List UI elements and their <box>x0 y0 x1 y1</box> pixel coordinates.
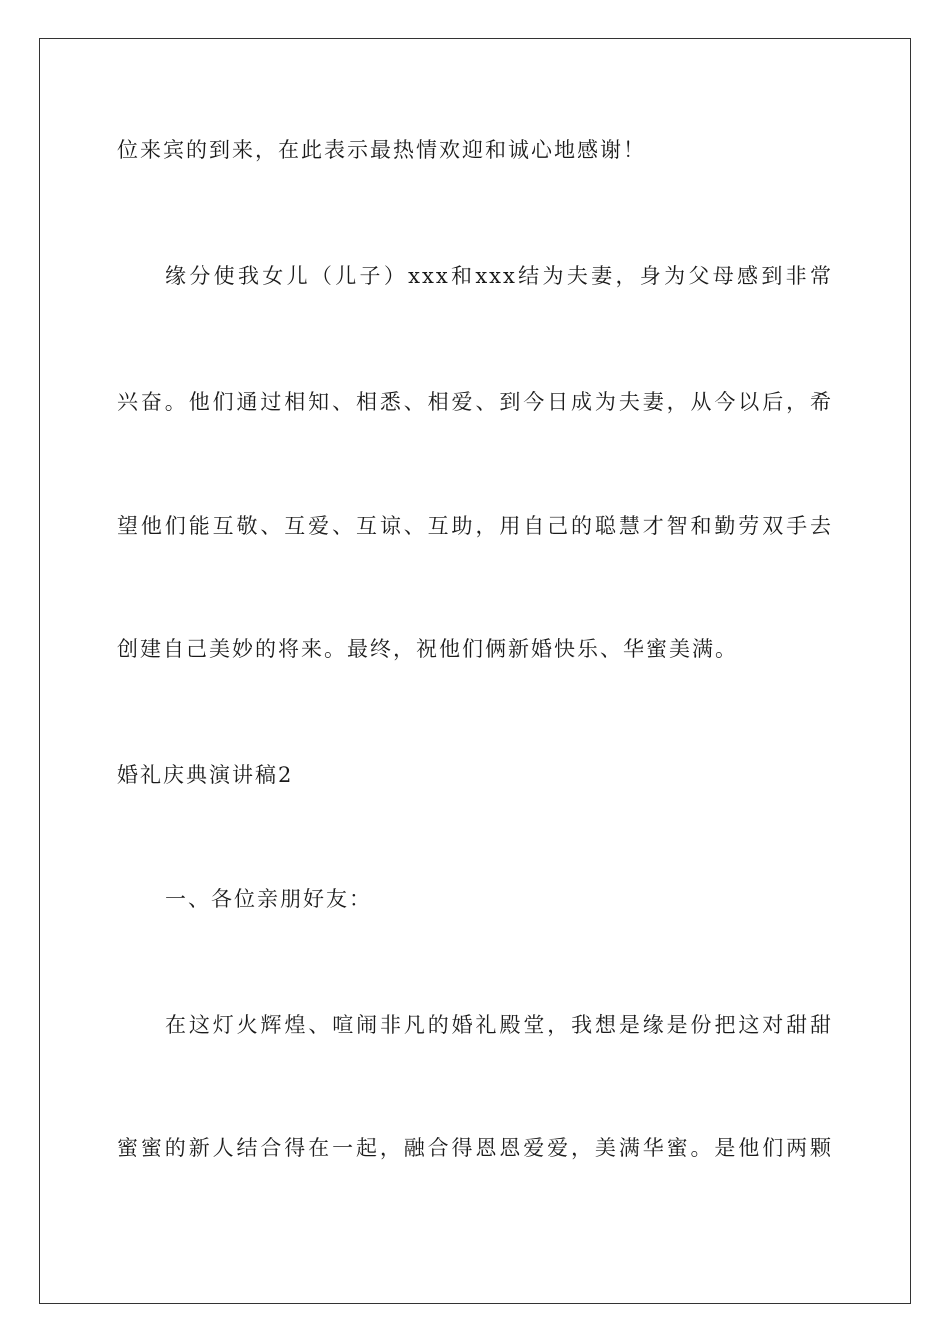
paragraph-line-1: 位来宾的到来，在此表示最热情欢迎和诚心地感谢！ <box>117 138 646 162</box>
paragraph-line-6: 在这灯火辉煌、喧闹非凡的婚礼殿堂，我想是缘是份把这对甜甜 <box>165 1013 833 1037</box>
page-border <box>39 38 911 1304</box>
paragraph-line-5: 创建自己美妙的将来。最终，祝他们俩新婚快乐、华蜜美满。 <box>117 637 738 661</box>
paragraph-line-7: 蜜蜜的新人结合得在一起，融合得恩恩爱爱，美满华蜜。是他们两颗 <box>117 1136 833 1160</box>
paragraph-line-2: 缘分使我女儿（儿子）xxx和xxx结为夫妻，身为父母感到非常 <box>165 264 833 288</box>
section-heading: 婚礼庆典演讲稿2 <box>117 763 294 787</box>
paragraph-line-4: 望他们能互敬、互爱、互谅、互助，用自己的聪慧才智和勤劳双手去 <box>117 514 833 538</box>
paragraph-line-3: 兴奋。他们通过相知、相悉、相爱、到今日成为夫妻，从今以后，希 <box>117 390 833 414</box>
salutation-line: 一、各位亲朋好友： <box>165 887 372 911</box>
